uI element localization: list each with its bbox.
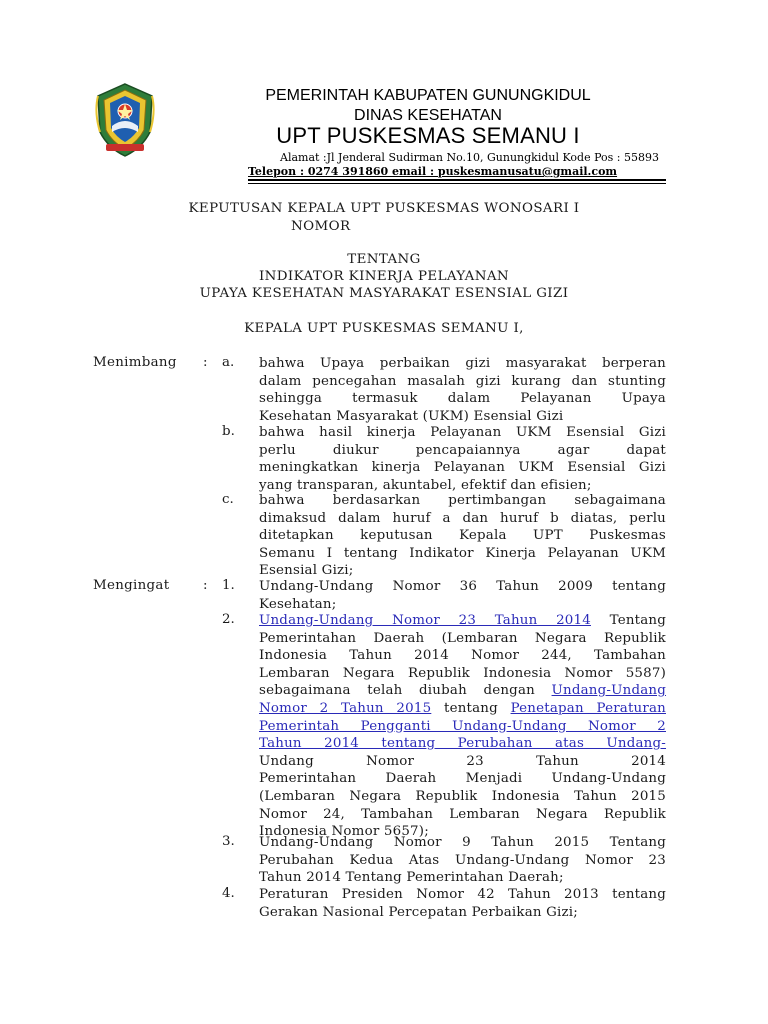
law-2-2015-link[interactable]: Undang-Undang: [551, 683, 666, 699]
text-line: yang transparan, akuntabel, efektif dan efisien;: [259, 477, 592, 493]
recalling-marker-2: 2.: [222, 612, 235, 627]
recalling-item-3: [259, 834, 666, 887]
considering-item-b: [259, 424, 666, 494]
considering-label: Menimbang: [93, 355, 177, 370]
text-fragment: Tentang: [590, 613, 666, 628]
subject-line-1: INDIKATOR KINERJA PELAYANAN: [258, 269, 510, 284]
text-line: perlu diukur pencapaiannya agar dapat: [259, 442, 666, 458]
text-line: bahwa berdasarkan pertimbangan sebagaimana: [259, 493, 666, 508]
text-fragment: sebagaimana telah diubah dengan: [259, 683, 552, 699]
text-line: Gerakan Nasional Percepatan Perbaikan Gizi;: [259, 904, 578, 920]
letterhead-rule-thick: [248, 179, 666, 181]
text-line: Perubahan Kedua Atas Undang-Undang Nomor 23: [259, 852, 666, 868]
text-line: Indonesia Tahun 2014 Nomor 244, Tambahan: [259, 648, 666, 664]
text-line: Pemerintahan Daerah Menjadi Undang-Undang: [259, 771, 666, 787]
text-line: bahwa Upaya perbaikan gizi masyarakat berperan: [259, 356, 666, 371]
text-line: Kesehatan;: [259, 596, 337, 612]
about-heading: TENTANG: [347, 252, 421, 267]
regency-coat-of-arms-icon: [92, 82, 158, 158]
perppu-link[interactable]: Penetapan Peraturan: [510, 700, 666, 716]
text-line: [259, 700, 666, 718]
subject-line-2: UPAYA KESEHATAN MASYARAKAT ESENSIAL GIZI: [199, 286, 569, 301]
considering-colon: :: [203, 355, 208, 370]
considering-marker-a: a.: [222, 355, 235, 370]
perppu-link-cont-1[interactable]: Pemerintah Pengganti Undang-Undang Nomor 2: [259, 718, 666, 734]
text-line: Semanu I tentang Indikator Kinerja Pelayanan UKM: [259, 545, 666, 561]
text-line: Undang Nomor 23 Tahun 2014: [259, 753, 666, 769]
text-line: (Lembaran Negara Republik Indonesia Tahun 2015: [259, 788, 666, 804]
considering-item-c: [259, 492, 666, 580]
text-line: Esensial Gizi;: [259, 563, 354, 579]
text-line: ditetapkan keputusan Kepala UPT Puskesmas: [259, 528, 666, 544]
law-23-2014-link[interactable]: Undang-Undang Nomor 23 Tahun 2014: [259, 613, 591, 628]
recalling-label: Mengingat: [93, 578, 170, 593]
decree-title: KEPUTUSAN KEPALA UPT PUSKESMAS WONOSARI I: [188, 201, 580, 216]
recalling-marker-1: 1.: [222, 578, 235, 593]
letterhead-rule-thin: [248, 183, 666, 184]
text-line: [259, 682, 666, 700]
decree-number: NOMOR: [291, 219, 351, 234]
text-line: Nomor 24, Tambahan Lembaran Negara Republik: [259, 806, 666, 822]
government-name: PEMERINTAH KABUPATEN GUNUNGKIDUL: [265, 87, 591, 104]
text-line: bahwa hasil kinerja Pelayanan UKM Esensial Gizi: [259, 425, 666, 440]
text-line: Undang-Undang Nomor 36 Tahun 2009 tentang: [259, 579, 666, 594]
department-name: DINAS KESEHATAN: [354, 107, 502, 124]
text-line: dalam pencegahan masalah gizi kurang dan stunting: [259, 373, 666, 389]
law-2-2015-link-cont[interactable]: Nomor 2 Tahun 2015: [259, 700, 432, 716]
recalling-item-2: [259, 612, 666, 841]
considering-item-a: [259, 355, 666, 425]
text-line: [259, 612, 666, 630]
recalling-item-1: [259, 578, 666, 613]
text-line: Lembaran Negara Republik Indonesia Nomor 5587): [259, 665, 666, 681]
text-line: [259, 735, 666, 753]
text-line: Pemerintahan Daerah (Lembaran Negara Republik: [259, 630, 666, 646]
text-line: Peraturan Presiden Nomor 42 Tahun 2013 tentang: [259, 887, 666, 902]
text-line: Tahun 2014 Tentang Pemerintahan Daerah;: [259, 870, 564, 886]
text-line: [259, 718, 666, 736]
text-line: meningkatkan kinerja Pelayanan UKM Esensial Gizi: [259, 460, 666, 476]
considering-marker-c: c.: [222, 492, 234, 507]
issuer-heading: KEPALA UPT PUSKESMAS SEMANU I,: [244, 321, 524, 336]
text-line: dimaksud dalam huruf a dan huruf b diatas, perlu: [259, 510, 666, 526]
considering-marker-b: b.: [222, 424, 235, 439]
address-line: Alamat :Jl Jenderal Sudirman No.10, Gunungkidul Kode Pos : 55893: [280, 151, 659, 164]
recalling-item-4: [259, 886, 666, 921]
recalling-colon: :: [203, 578, 208, 593]
recalling-marker-4: 4.: [222, 886, 235, 901]
text-line: sehingga termasuk dalam Pelayanan Upaya: [259, 391, 666, 407]
text-line: Undang-Undang Nomor 9 Tahun 2015 Tentang: [259, 835, 666, 850]
text-line: Indonesia Nomor 5657);: [259, 824, 429, 840]
unit-name: UPT PUSKESMAS SEMANU I: [276, 123, 580, 148]
recalling-marker-3: 3.: [222, 834, 235, 849]
perppu-link-cont-2[interactable]: Tahun 2014 tentang Perubahan atas Undang-: [259, 736, 666, 752]
text-line: Kesehatan Masyarakat (UKM) Esensial Gizi: [259, 408, 564, 424]
text-fragment: tentang: [431, 700, 511, 716]
contact-line: Telepon : 0274 391860 email : puskesmanusatu@gmail.com: [248, 165, 618, 178]
